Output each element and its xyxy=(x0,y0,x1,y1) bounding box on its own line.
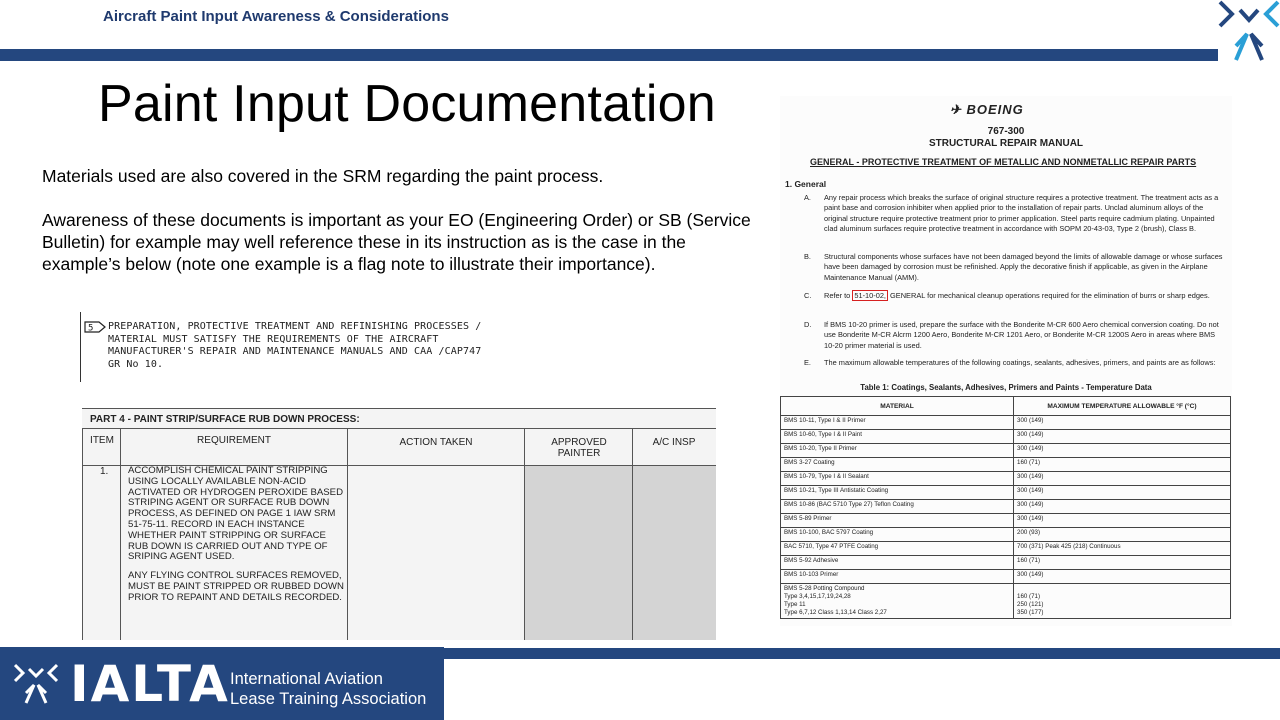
table-cell xyxy=(1014,584,1231,619)
table-header-cell: MAXIMUM TEMPERATURE ALLOWABLE °F (°C) xyxy=(1014,397,1231,416)
footer-logo-banner xyxy=(0,647,444,720)
table-row xyxy=(781,514,1231,528)
srm-reference-highlight: 51-10-02, xyxy=(854,291,886,300)
srm-manual-name: STRUCTURAL REPAIR MANUAL xyxy=(928,138,1084,149)
flag-note-line: PREPARATION, PROTECTIVE TREATMENT AND REFINISHING PROCESSES / xyxy=(108,321,482,332)
footer-name-line: Lease Training Association xyxy=(230,690,427,708)
srm-paragraph xyxy=(804,320,1224,351)
srm-text: Refer to xyxy=(824,291,853,300)
srm-section: 1. General xyxy=(785,179,827,189)
table-cell: 300 (149) xyxy=(1014,430,1231,444)
srm-paragraph-text: If BMS 10-20 primer is used, prepare the surface with the Bonderite M-CR 600 Aero chemical conversion coating. Do not use Bonderite M-CR Alcrm 1200 Aero, Bonderite M-CR 1201 Aero, or Bonderite M-CR 1200S Aero in areas where BMS 10-20 primer material is used. xyxy=(824,320,1219,350)
table-cell: 300 (149) xyxy=(1014,486,1231,500)
table-header-row xyxy=(781,397,1231,416)
srm-text: GENERAL for mechanical cleanup operations required for the elimination of burrs or sharp edges. xyxy=(887,291,1210,300)
table-cell-line: 350 (177) xyxy=(1017,609,1044,616)
boeing-brand: BOEING xyxy=(966,102,1024,117)
table-cell-line: 160 (71) xyxy=(1017,593,1041,600)
srm-paragraph xyxy=(804,291,1224,301)
table-cell: BMS 10-11, Type I & II Primer xyxy=(781,416,1014,430)
card-rule xyxy=(82,408,716,409)
table-cell: 300 (149) xyxy=(1014,500,1231,514)
body-paragraph: Awareness of these documents is important as your EO (Engineering Order) or SB (Service Bulletin) for example may well reference these in its instruction as is the case in the example’s below (note one example is a flag note to illustrate their importance). xyxy=(42,210,751,274)
srm-paragraph xyxy=(804,358,1224,368)
table-row xyxy=(781,570,1231,584)
table-cell-line: 250 (121) xyxy=(1017,601,1044,608)
table-cell: BMS 3-27 Coating xyxy=(781,458,1014,472)
work-card-header: PART 4 - PAINT STRIP/SURFACE RUB DOWN PROCESS: xyxy=(90,414,360,425)
srm-paragraph-text xyxy=(824,291,1224,301)
srm-paragraph-letter: E. xyxy=(804,358,811,367)
table-cell: BMS 10-103 Primer xyxy=(781,570,1014,584)
srm-paragraph-text: The maximum allowable temperatures of the following coatings, sealants, adhesives, primers, and paints are as follows: xyxy=(824,358,1216,367)
srm-heading: GENERAL - PROTECTIVE TREATMENT OF METALLIC AND NONMETALLIC REPAIR PARTS xyxy=(810,157,1197,167)
ialta-mark-icon xyxy=(1218,0,1280,62)
page-title: Paint Input Documentation xyxy=(98,75,716,133)
table-cell: 300 (149) xyxy=(1014,570,1231,584)
srm-paragraph xyxy=(804,193,1224,234)
flag-note-line: MATERIAL MUST SATISFY THE REQUIREMENTS OF THE AIRCRAFT xyxy=(108,333,439,345)
col-action-header: ACTION TAKEN xyxy=(399,437,473,448)
table-row xyxy=(781,584,1231,619)
table-row xyxy=(781,528,1231,542)
flag-note-text xyxy=(108,321,481,371)
table-cell: BMS 10-79, Type I & II Sealant xyxy=(781,472,1014,486)
srm-paragraph-letter: B. xyxy=(804,252,811,261)
flag-note-icon xyxy=(84,321,106,333)
table-header-cell: MATERIAL xyxy=(781,397,1014,416)
col-item-header: ITEM xyxy=(90,435,114,446)
top-rule xyxy=(0,49,1218,61)
col-insp-header: A/C INSP xyxy=(652,437,696,448)
table-cell: BAC 5710, Type 47 PTFE Coating xyxy=(781,542,1014,556)
table-cell: 300 (149) xyxy=(1014,416,1231,430)
table-cell: 160 (71) xyxy=(1014,556,1231,570)
table-cell-line xyxy=(1017,585,1227,593)
table-cell: BMS 10-60, Type I & II Paint xyxy=(781,430,1014,444)
footer-full-name xyxy=(230,669,426,709)
srm-paragraph-text: Any repair process which breaks the surface of original structure requires a protective treatment. The treatment acts as a paint base and corrosion inhibiter when applied prior to the installation of repair parts. Unclad aluminum alloys of the original structure require protective treatment prior to primer application. Steel parts require cadmium plating. Unpainted clad aluminum surfaces require protective treatment in accordance with SOPM 20-43-03, Type 2 (brush), Class B. xyxy=(824,193,1219,233)
boeing-logo xyxy=(950,102,1024,118)
table-cell: 300 (149) xyxy=(1014,514,1231,528)
deck-header-title: Aircraft Paint Input Awareness & Considerations xyxy=(103,8,449,25)
table-row xyxy=(781,486,1231,500)
table-cell: 300 (149) xyxy=(1014,472,1231,486)
srm-paragraph-letter: D. xyxy=(804,320,812,329)
footer-brand: IALTA xyxy=(70,655,230,713)
srm-model: 767-300 xyxy=(987,126,1025,137)
card-rule xyxy=(632,428,633,640)
flag-note-line: MANUFACTURER'S REPAIR AND MAINTENANCE MANUALS AND CAA /CAP747 xyxy=(108,346,482,358)
card-rule xyxy=(82,428,716,429)
col-requirement-header: REQUIREMENT xyxy=(197,435,271,446)
table-cell: BMS 10-20, Type II Primer xyxy=(781,444,1014,458)
srm-paragraph-letter: C. xyxy=(804,291,812,300)
work-card-image xyxy=(82,408,716,640)
requirement-text xyxy=(128,466,348,612)
srm-table-caption: Table 1: Coatings, Sealants, Adhesives, Primers and Paints - Temperature Data xyxy=(860,383,1152,392)
table-cell-line: Type 3,4,15,17,19,24,28 xyxy=(784,593,851,600)
insp-column-shade xyxy=(633,466,716,640)
card-rule xyxy=(82,428,83,640)
table-row xyxy=(781,444,1231,458)
srm-paragraph-letter: A. xyxy=(804,193,811,202)
requirement-paragraph: ACCOMPLISH CHEMICAL PAINT STRIPPING USING LOCALLY AVAILABLE NON-ACID ACTIVATED OR HYDROGEN PEROXIDE BASED STRIPING AGENT OR SURFACE RUB DOWN PROCESS, AS DEFINED ON PAGE 1 IAW SRM 51-75-11. RECORD IN EACH INSTANCE WHETHER PAINT STRIPPING OR SURFACE RUB DOWN IS CARRIED OUT AND TYPE OF SRIPING AGENT USED. xyxy=(128,465,344,563)
table-cell: 300 (149) xyxy=(1014,444,1231,458)
requirement-paragraph: ANY FLYING CONTROL SURFACES REMOVED, MUST BE PAINT STRIPPED OR RUBBED DOWN PRIOR TO REPAINT AND DETAILS RECORDED. xyxy=(128,570,344,603)
flag-note-line: GR No 10. xyxy=(108,358,164,370)
table-cell-line: Type 11 xyxy=(784,601,806,608)
table-cell: BMS 10-21, Type III Antistatic Coating xyxy=(781,486,1014,500)
flag-note-image xyxy=(80,312,500,382)
table-row xyxy=(781,500,1231,514)
srm-paragraph-text: Structural components whose surfaces have not been damaged beyond the limits of allowable damage or whose surfaces have been damaged by corrosion must be refinished. Apply the decorative finish if applicable, as given in the Airplane Maintenance Manual (AMM). xyxy=(824,252,1223,282)
table-cell: 200 (93) xyxy=(1014,528,1231,542)
table-cell: BMS 10-100, BAC 5797 Coating xyxy=(781,528,1014,542)
srm-title xyxy=(780,126,1232,150)
bottom-rule xyxy=(444,648,1280,659)
table-row xyxy=(781,430,1231,444)
footer-name-line: International Aviation xyxy=(230,670,383,688)
table-row xyxy=(781,416,1231,430)
table-cell: BMS 5-92 Adhesive xyxy=(781,556,1014,570)
card-rule xyxy=(120,428,121,640)
temperature-table xyxy=(780,396,1231,619)
table-cell: BMS 10-86 (BAC 5710 Type 27) Teflon Coating xyxy=(781,500,1014,514)
table-row xyxy=(781,472,1231,486)
col-painter-header: APPROVED PAINTER xyxy=(551,437,607,459)
body-paragraph: Materials used are also covered in the SRM regarding the paint process. xyxy=(42,166,604,186)
flag-note-number: 5 xyxy=(88,323,94,333)
table-row xyxy=(781,458,1231,472)
card-rule xyxy=(524,428,525,640)
srm-excerpt-image xyxy=(780,96,1232,626)
table-cell: 700 (371) Peak 425 (218) Continuous xyxy=(1014,542,1231,556)
item-number: 1. xyxy=(100,466,109,477)
boeing-logo-icon: ✈ xyxy=(950,102,967,117)
table-cell-line: Type 6,7,12 Class 1,13,14 Class 2,27 xyxy=(784,609,887,616)
table-cell xyxy=(781,584,1014,619)
table-cell: BMS 5-89 Primer xyxy=(781,514,1014,528)
flag-note-rule xyxy=(80,312,81,382)
table-cell-line: BMS 5-28 Potting Compound xyxy=(784,585,865,592)
body-text xyxy=(42,165,754,297)
srm-paragraph xyxy=(804,252,1224,283)
painter-column-shade xyxy=(525,466,632,640)
table-row xyxy=(781,556,1231,570)
ialta-logo-icon xyxy=(14,663,58,705)
table-row xyxy=(781,542,1231,556)
table-cell: 160 (71) xyxy=(1014,458,1231,472)
